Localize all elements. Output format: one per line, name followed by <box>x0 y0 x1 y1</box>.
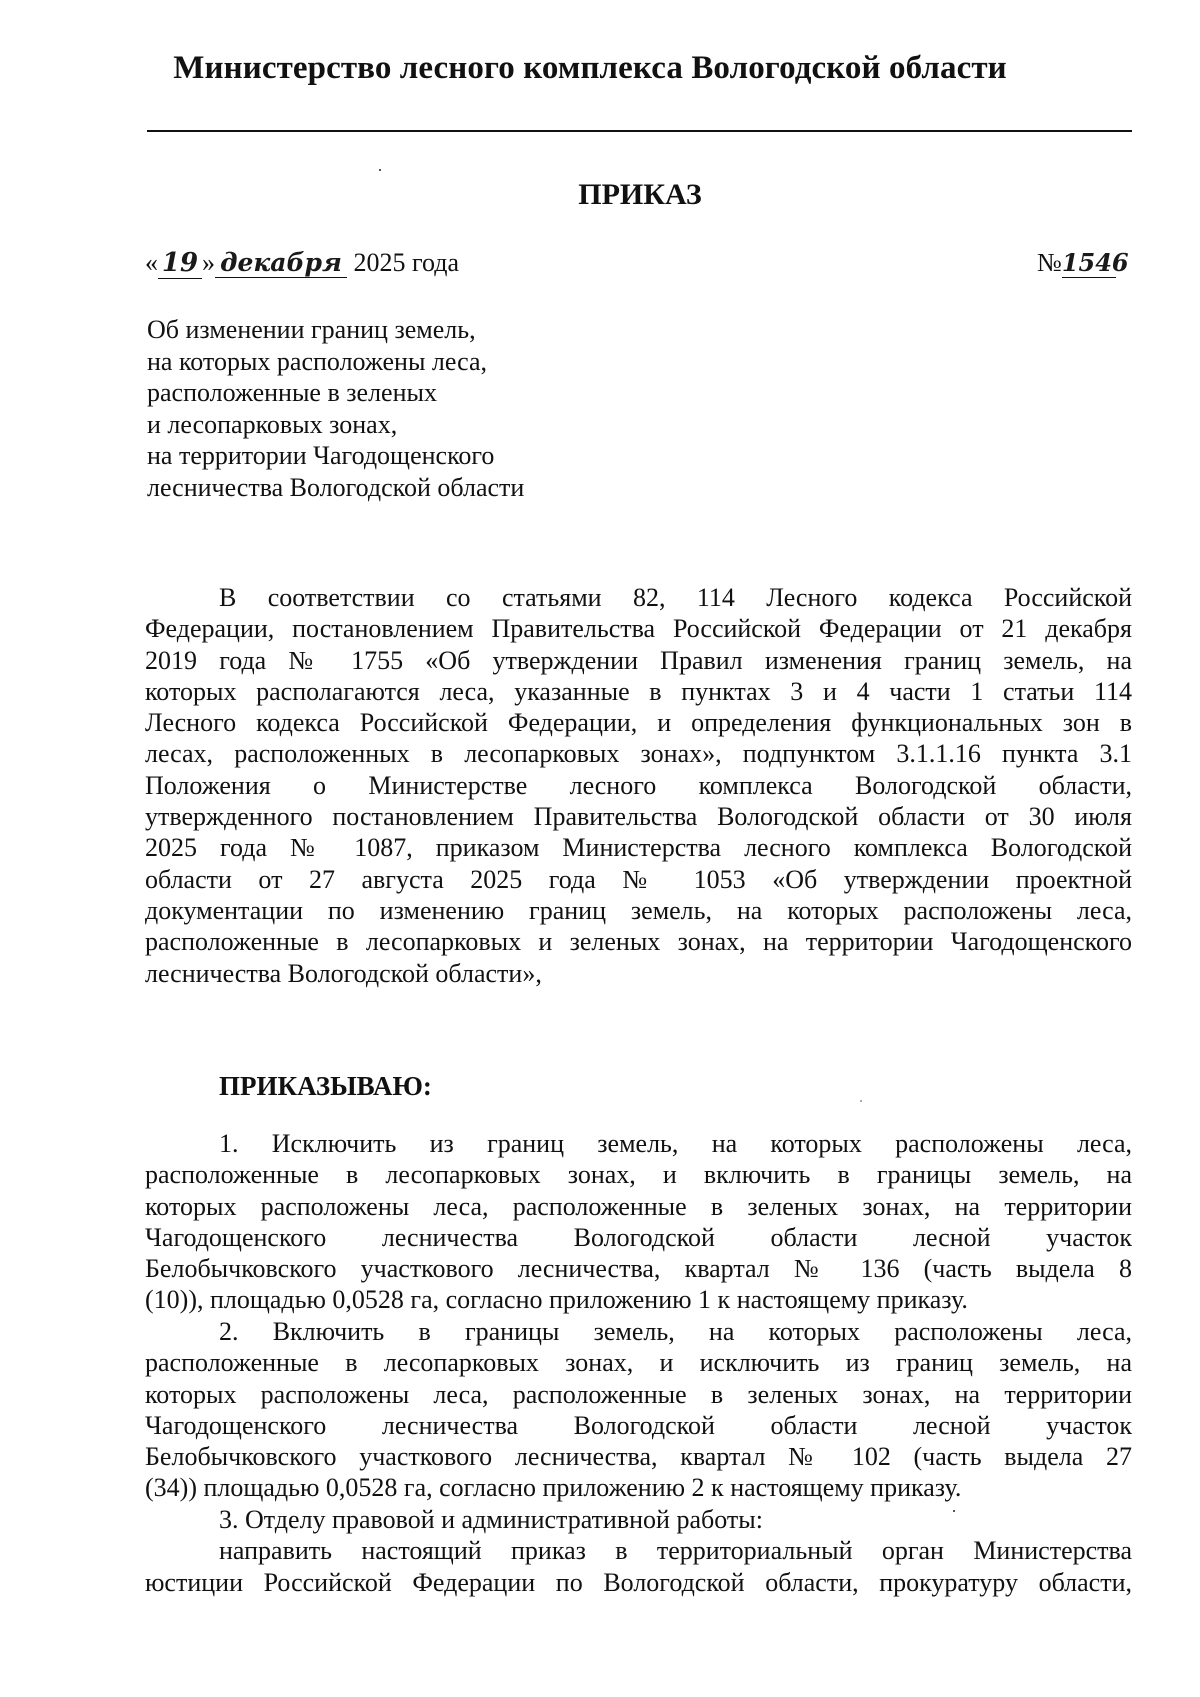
item-line: которых расположены леса, расположенные в зеленых зонах, на территории <box>145 1191 1132 1221</box>
preamble-line: Лесного кодекса Российской Федерации, и определения функциональных зон в <box>145 708 1132 738</box>
preamble-line: 2025 года № 1087, приказом Министерства лесного комплекса Вологодской <box>145 833 1132 863</box>
date-day-handwritten: 19 <box>158 248 202 279</box>
date-open-quote: « <box>145 248 158 277</box>
order-number-prefix: № <box>1037 248 1062 277</box>
order-number <box>1037 248 1129 278</box>
item-line: 2. Включить в границы земель, на которых расположены леса, <box>219 1317 1132 1346</box>
scan-speck <box>379 169 381 171</box>
item-line: (10)), площадью 0,0528 га, согласно приложению 1 к настоящему приказу. <box>145 1285 968 1315</box>
item-line: расположенные в лесопарковых зонах, и исключить из границ земель, на <box>145 1348 1132 1378</box>
preamble-line: лесах, расположенных в лесопарковых зонах», подпунктом 3.1.1.16 пункта 3.1 <box>145 739 1132 769</box>
scan-speck <box>860 1100 862 1102</box>
item-3-paragraph <box>145 1504 1132 1598</box>
item-line: (34)) площадью 0,0528 га, согласно приложению 2 к настоящему приказу. <box>145 1473 962 1503</box>
subject-line: и лесопарковых зонах, <box>147 409 398 439</box>
subject-line: Об изменении границ земель, <box>147 315 476 344</box>
date-year: 2025 года <box>353 248 460 277</box>
preamble-paragraph <box>145 582 1132 989</box>
preamble-line: Федерации, постановлением Правительства Российской Федерации от 21 декабря <box>145 614 1132 644</box>
item-line: Чагодощенского лесничества Вологодской области лесной участок <box>145 1222 1132 1252</box>
preamble-line: Положения о Министерстве лесного комплекса Вологодской области, <box>145 770 1132 800</box>
item-line: направить настоящий приказ в территориальный орган Министерства <box>219 1536 1132 1566</box>
preamble-line: 2019 года № 1755 «Об утверждении Правил изменения границ земель, на <box>145 645 1132 675</box>
date-close-quote: » <box>202 248 215 277</box>
item-line: Белобычковского участкового лесничества, квартал № 136 (часть выдела 8 <box>145 1254 1132 1284</box>
preamble-line: которых располагаются леса, указанные в пунктах 3 и 4 части 1 статьи 114 <box>145 676 1132 706</box>
subject-line: на территории Чагодощенского <box>147 441 495 471</box>
item-line: 1. Исключить из границ земель, на которых расположены леса, <box>219 1129 1132 1158</box>
preamble-line: области от 27 августа 2025 года № 1053 «Об утверждении проектной <box>145 864 1132 894</box>
header-divider <box>147 130 1132 132</box>
document-type-title: ПРИКАЗ <box>578 178 702 211</box>
order-number-handwritten: 1546 <box>1061 248 1129 277</box>
scan-speck <box>953 1510 955 1512</box>
item-line: Чагодощенского лесничества Вологодской области лесной участок <box>145 1410 1132 1440</box>
item-line: которых расположены леса, расположенные в зеленых зонах, на территории <box>145 1379 1132 1409</box>
item-line: юстиции Российской Федерации по Вологодской области, прокуратуру области, <box>145 1567 1132 1597</box>
item-1-paragraph <box>145 1128 1132 1316</box>
subject-line: на которых расположены леса, <box>147 346 487 376</box>
item-2-paragraph <box>145 1316 1132 1504</box>
item-line: 3. Отделу правовой и административной работы: <box>219 1505 763 1534</box>
preamble-line: В соответствии со статьями 82, 114 Лесного кодекса Российской <box>219 583 1132 612</box>
item-line: Белобычковского участкового лесничества, квартал № 102 (часть выдела 27 <box>145 1442 1132 1472</box>
subject-line: лесничества Вологодской области <box>147 472 525 502</box>
preamble-line: утвержденного постановлением Правительства Вологодской области от 30 июля <box>145 802 1132 832</box>
subject-line: расположенные в зеленых <box>147 378 437 408</box>
order-date <box>145 248 459 279</box>
date-month-handwritten: декабря <box>215 248 347 278</box>
order-subject <box>147 314 524 504</box>
preamble-line: документации по изменению границ земель, на которых расположены леса, <box>145 895 1132 925</box>
preamble-line: лесничества Вологодской области», <box>145 958 542 988</box>
preamble-line: расположенные в лесопарковых и зеленых зонах, на территории Чагодощенского <box>145 927 1132 957</box>
item-line: расположенные в лесопарковых зонах, и включить в границы земель, на <box>145 1160 1132 1190</box>
ministry-header: Министерство лесного комплекса Вологодской области <box>173 50 1007 86</box>
order-directive-heading: ПРИКАЗЫВАЮ: <box>219 1071 432 1101</box>
